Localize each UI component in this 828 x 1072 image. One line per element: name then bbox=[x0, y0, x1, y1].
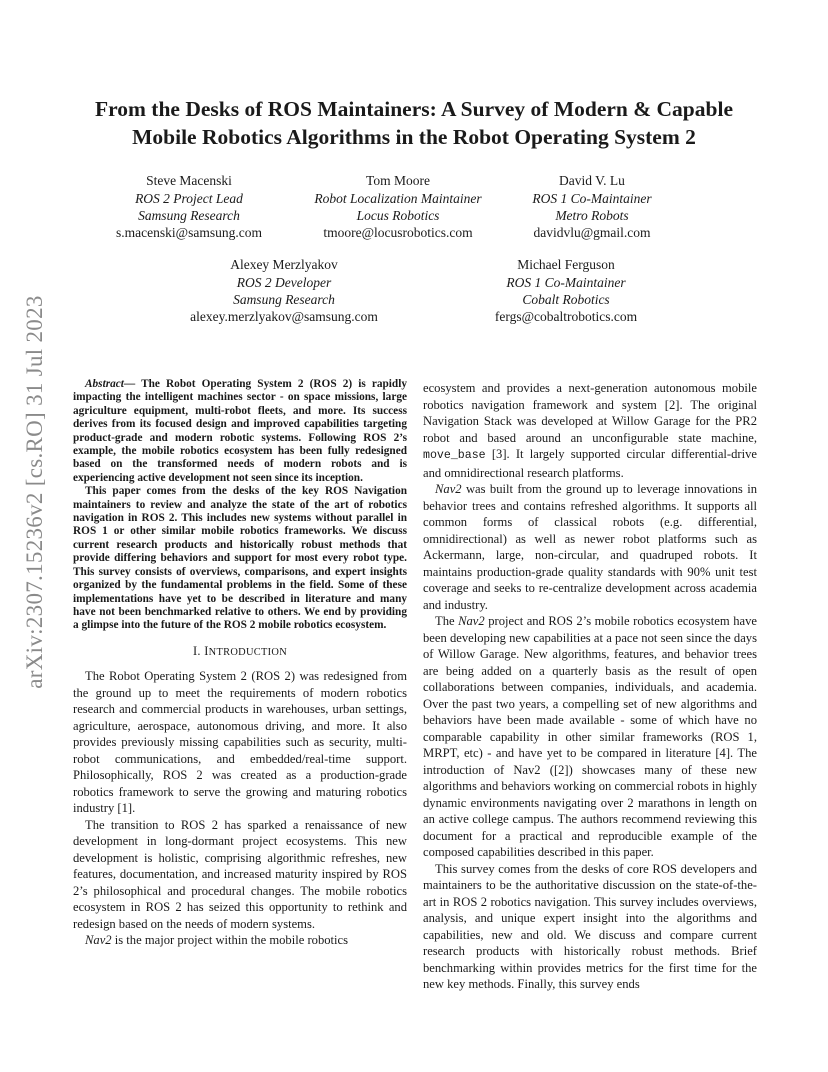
author-email: davidvlu@gmail.com bbox=[533, 225, 651, 240]
author-name: Steve Macenski bbox=[146, 173, 232, 188]
arxiv-id-text: arXiv:2307.15236v2 [cs.RO] 31 Jul 2023 bbox=[22, 295, 47, 689]
author-block bbox=[472, 172, 712, 241]
author-name: Michael Ferguson bbox=[517, 257, 615, 272]
body-paragraph: The Robot Operating System 2 (ROS 2) was redesigned from the ground up to meet the requirements of modern robotics research and commercial products in warehouses, urban settings, agriculture, aerospace, autonomous driving, and more. It also provides previously missing capabilities such as security, multi-robot communications, and embedded/real-time support. Philosophically, ROS 2 was created as a production-grade robotics framework to serve the growing and maturing robotics industry [1]. bbox=[73, 669, 407, 816]
author-affiliation: Locus Robotics bbox=[356, 208, 440, 223]
author-affiliation: Metro Robots bbox=[555, 208, 629, 223]
right-column bbox=[423, 380, 757, 993]
author-email: s.macenski@samsung.com bbox=[116, 225, 262, 240]
abstract-paragraph-2: This paper comes from the desks of the key ROS Navigation maintainers to review and analyze the state of the art of robotics navigation in ROS 2. This includes new systems without parallel in ROS 1 or other similar mobile robotics frameworks. We discuss current research products and historically robust methods that provide differing behaviors and support for most every robot type. This survey consists of overviews, comparisons, and expert insights organized by the fundamental problems in the field. Some of these implementations have yet to be described in literature and many have not been benchmarked relative to others. We end by providing a glimpse into the future of the ROS 2 mobile robotics ecosystem. bbox=[73, 485, 407, 632]
section-heading-introduction: I. INTRODUCTION bbox=[192, 643, 287, 658]
body-paragraph-continued: ecosystem and provides a next-generation autonomous mobile robotics navigation framework and system [2]. The original Navigation Stack was developed at Willow Garage for the PR2 robot and based around an unconfigurable state machine, move_base [3]. It largely supported circular differential-drive and omnidirectional research platforms. bbox=[423, 381, 757, 480]
author-affiliation: Cobalt Robotics bbox=[522, 292, 610, 307]
author-role: ROS 2 Project Lead bbox=[135, 191, 243, 206]
body-paragraph: Nav2 is the major project within the mobile robotics bbox=[85, 933, 349, 948]
paper-title bbox=[70, 95, 758, 151]
author-role: ROS 1 Co-Maintainer bbox=[506, 275, 626, 290]
author-block bbox=[164, 256, 404, 325]
arxiv-identifier-stamp bbox=[20, 292, 50, 692]
author-email: tmoore@locusrobotics.com bbox=[323, 225, 473, 240]
author-block bbox=[69, 172, 309, 241]
author-name: Tom Moore bbox=[366, 173, 430, 188]
abstract-paragraph-1: Abstract— The Robot Operating System 2 (ROS 2) is rapidly impacting the intelligent machines sector - on space missions, large agriculture equipment, multi-robot fleets, and more. Its success derives from its focused design and improved capabilities targeting product-grade and modern robotic systems. Following ROS 2’s example, the mobile robotics ecosystem has been fully redesigned based on the transformed needs of modern robots and is experiencing active development not seen since its inception. bbox=[73, 378, 407, 484]
body-paragraph: The transition to ROS 2 has sparked a renaissance of new development in long-dormant project ecosystems. This new development is holistic, comprising algorithmic refreshes, new features, documentation, and increased maturity inspired by ROS 2’s philosophical and procedural changes. The mobile robotics ecosystem in ROS 2 has seized this opportunity to rethink and redesign based on the needs of modern systems. bbox=[73, 817, 407, 931]
author-role: Robot Localization Maintainer bbox=[314, 191, 482, 206]
abstract-heading: Abstract bbox=[85, 378, 124, 390]
left-column bbox=[73, 378, 407, 949]
body-paragraph: This survey comes from the desks of core ROS developers and maintainers to be the authoritative discussion on the state-of-the-art in ROS 2 robotics navigation. This survey includes overviews, analysis, and unique expert insight into the algorithms and capabilities, new and old. We discuss and compare current research products with historically robust methods. Brief benchmarking within provides metrics for the first time for the new key methods. Finally, this survey ends bbox=[423, 861, 757, 991]
author-affiliation: Samsung Research bbox=[233, 292, 335, 307]
body-paragraph: Nav2 was built from the ground up to leverage innovations in behavior trees and contains refreshed algorithms. It supports all common forms of classical robots (e.g. differential, omnidirectional) as well as newer robot platforms such as Ackermann, large, non-circular, and quadruped robots. It maintains production-grade quality standards with 90% unit test coverage and seeks to re-centralize development across academia and industry. bbox=[423, 482, 757, 612]
author-role: ROS 2 Developer bbox=[236, 275, 332, 290]
author-role: ROS 1 Co-Maintainer bbox=[532, 191, 652, 206]
title-line-1: From the Desks of ROS Maintainers: A Survey of Modern & Capable bbox=[94, 97, 733, 121]
title-line-2: Mobile Robotics Algorithms in the Robot Operating System 2 bbox=[132, 125, 696, 149]
author-affiliation: Samsung Research bbox=[138, 208, 240, 223]
author-block bbox=[446, 256, 686, 325]
abstract bbox=[73, 378, 407, 633]
body-paragraph: The Nav2 project and ROS 2’s mobile robotics ecosystem have been developing new capabilities at a pace not seen since the days of Willow Garage. New algorithms, features, and behavior trees are being added on a quarterly basis as the result of open collaborations between companies, individuals, and academia. Over the past two years, a compelling set of new algorithms and behaviors have been made available - some of which have no comparable capability in other similar frameworks (ROS 1, MRPT, etc) - and have yet to be compared in literature [4]. The introduction of Nav2 ([2]) showcases many of these new algorithms and behaviors working on commercial robots in highly dynamic environments navigating over 2 marathons in length on an active college campus. The authors recommend reviewing this document for a practical and reproducible example of the composed capabilities described in this paper. bbox=[423, 614, 757, 859]
author-name: David V. Lu bbox=[559, 173, 625, 188]
author-email: fergs@cobaltrobotics.com bbox=[494, 309, 638, 324]
author-name: Alexey Merzlyakov bbox=[230, 257, 338, 272]
author-email: alexey.merzlyakov@samsung.com bbox=[190, 309, 378, 324]
